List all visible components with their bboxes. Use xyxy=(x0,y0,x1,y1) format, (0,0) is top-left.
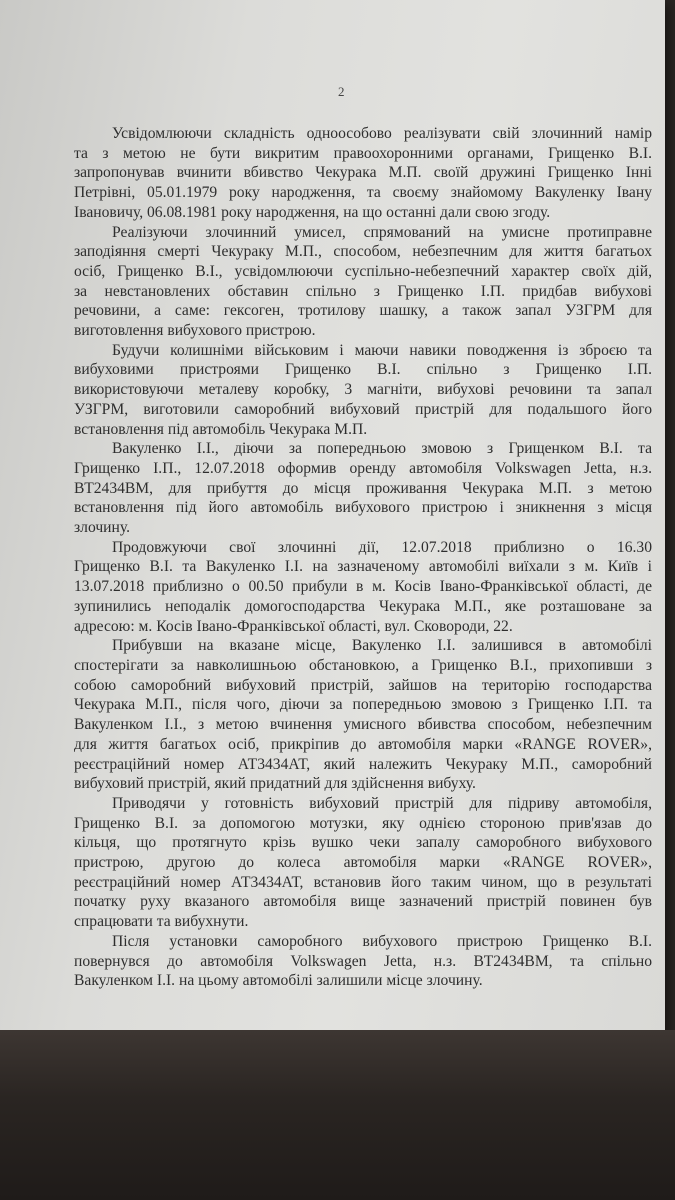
text-line: реєстраційний номер АТ3434АТ, встановив його таким чином, що в результаті xyxy=(74,873,652,891)
text-line: ВТ2434ВМ, для прибуття до місця проживання Чекурака М.П. з метою xyxy=(74,479,652,497)
text-line: використовуючи металеву коробку, 3 магніти, вибухові речовини та запал xyxy=(74,381,652,399)
text-line: зупинились неподалік домогосподарства Чекурака М.П., яке розташоване за xyxy=(74,597,652,615)
page-number: 2 xyxy=(338,84,345,99)
paragraph xyxy=(74,636,652,794)
text-line: спостерігати за навколишньою обстановкою, а Грищенко В.І., прихопивши з xyxy=(74,656,652,674)
text-line: виготовлення вибухового пристрою. xyxy=(74,322,316,340)
text-line: спрацювати та вибухнути. xyxy=(74,913,249,931)
text-line: Івановичу, 06.08.1981 року народження, на що останні дали свою згоду. xyxy=(74,203,551,221)
text-line: УЗГРМ, виготовили саморобний вибуховий пристрій для подальшого його xyxy=(74,400,652,418)
text-line: початку руху вказаного автомобіля вище зазначений пристрій повинен був xyxy=(74,893,652,911)
text-line: вибуховий пристрій, який придатний для здійснення вибуху. xyxy=(74,775,476,793)
text-line: встановлення під його автомобіль вибухового пристрою і зникнення з місця xyxy=(74,499,652,517)
document-body xyxy=(74,124,652,991)
text-line: Петрівні, 05.01.1979 року народження, та своєму знайомому Вакуленку Івану xyxy=(74,184,652,202)
text-line: Грищенко І.П., 12.07.2018 оформив оренду автомобіля Volkswagen Jetta, н.з. xyxy=(74,459,652,477)
text-line: заподіяння смерті Чекураку М.П., способом, небезпечним для життя багатьох xyxy=(74,243,652,261)
text-line: кільця, що протягнуто крізь вушко чеки запалу саморобного вибухового xyxy=(74,834,652,852)
text-line: Грищенко В.І. за допомогою мотузки, яку однією стороною прив'язав до xyxy=(74,814,652,832)
paragraph xyxy=(74,341,652,440)
text-line: Після установки саморобного вибухового пристрою Грищенко В.І. xyxy=(112,932,652,950)
paragraph xyxy=(74,794,652,932)
paragraph xyxy=(74,932,652,991)
text-line: повернувся до автомобіля Volkswagen Jetta, н.з. ВТ2434ВМ, та спільно xyxy=(74,952,652,970)
text-line: запропонував вчинити вбивство Чекурака М.П. своїй дружині Грищенко Інні xyxy=(74,164,652,182)
text-line: Вакуленком І.І. на цьому автомобілі залишили місце злочину. xyxy=(74,972,483,990)
text-line: Продовжуючи свої злочинні дії, 12.07.2018 приблизно о 16.30 xyxy=(112,538,652,556)
paragraph xyxy=(74,124,652,223)
text-line: адресою: м. Косів Івано-Франківської області, вул. Сковороди, 22. xyxy=(74,617,513,635)
text-line: та з метою не бути викритим правоохоронними органами, Грищенко В.І. xyxy=(74,144,652,162)
text-line: Вакуленком І.І., з метою вчинення умисного вбивства способом, небезпечним xyxy=(74,716,652,734)
background-floor xyxy=(0,1030,675,1200)
text-line: злочину. xyxy=(74,519,131,537)
text-line: речовини, а саме: гексоген, тротилову шашку, а також запал УЗГРМ для xyxy=(74,302,652,320)
text-line: Усвідомлюючи складність одноособово реалізувати свій злочинний намір xyxy=(112,125,652,142)
text-line: Прибувши на вказане місце, Вакуленко І.І. залишився в автомобілі xyxy=(112,637,652,655)
text-line: пристрою, другою до колеса автомобіля марки «RANGE ROVER», xyxy=(74,854,652,872)
text-line: осіб, Грищенко В.І., усвідомлюючи суспільно-небезпечний характер своїх дій, xyxy=(74,262,652,280)
paragraph xyxy=(74,439,652,538)
text-line: встановлення під автомобіль Чекурака М.П. xyxy=(74,420,368,438)
text-line: Грищенко В.І. та Вакуленко І.І. на зазначеному автомобілі виїхали з м. Київ і xyxy=(74,558,652,576)
text-line: Будучи колишніми військовим і маючи навики поводження із зброєю та xyxy=(112,341,652,359)
text-line: за невстановлених обставин спільно з Грищенко І.П. придбав вибухові xyxy=(74,282,652,300)
text-line: реєстраційний номер АТ3434АТ, який належить Чекураку М.П., саморобний xyxy=(74,755,652,773)
paragraph xyxy=(74,223,652,341)
text-line: вибуховими пристроями Грищенко В.І. спільно з Грищенко І.П. xyxy=(74,361,652,379)
text-line: 13.07.2018 приблизно о 00.50 прибули в м. Косів Івано-Франківської області, де xyxy=(74,578,652,596)
text-line: Чекурака М.П., після чого, діючи за попередньою змовою з Грищенко І.П. та xyxy=(74,696,652,714)
paragraph xyxy=(74,538,652,637)
text-line: собою саморобний вибуховий пристрій, зайшов на територію господарства xyxy=(74,676,652,694)
text-line: Реалізуючи злочинний умисел, спрямований на умисне протиправне xyxy=(112,223,652,241)
text-line: Приводячи у готовність вибуховий пристрій для підриву автомобіля, xyxy=(112,794,652,812)
text-line: для життя багатьох осіб, прикріпив до автомобіля марки «RANGE ROVER», xyxy=(74,735,652,753)
text-line: Вакуленко І.І., діючи за попередньою змовою з Грищенком В.І. та xyxy=(112,440,652,458)
